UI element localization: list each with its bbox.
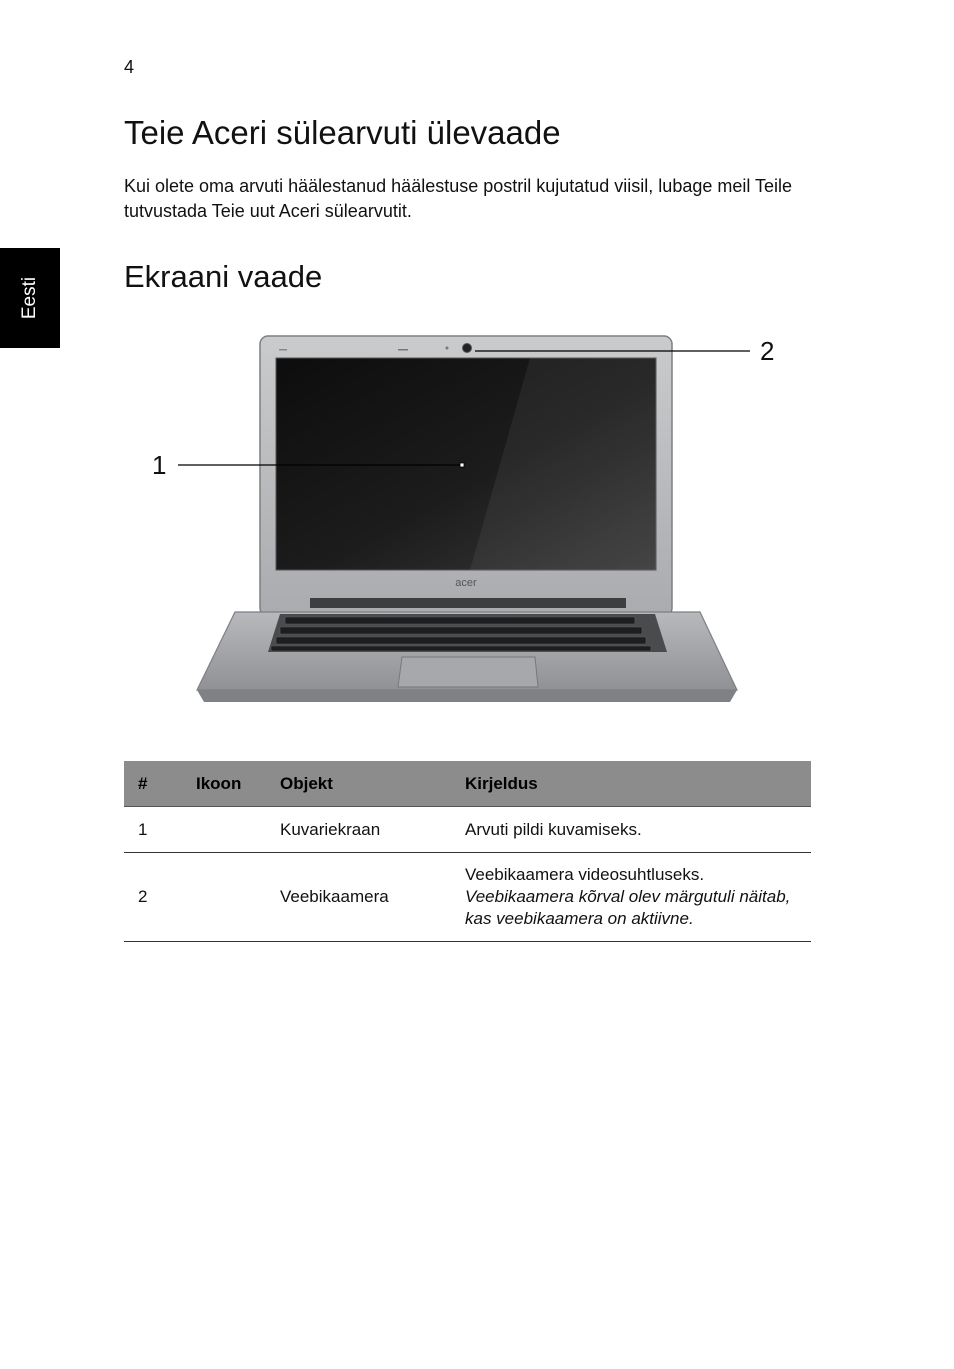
component-table bbox=[124, 761, 811, 942]
row-description: Veebikaamera videosuhtluseks. bbox=[465, 865, 705, 884]
callout-number-1: 1 bbox=[152, 450, 167, 480]
language-tab-label: Eesti bbox=[19, 276, 40, 320]
row-description-cell bbox=[451, 853, 811, 942]
section-title: Ekraani vaade bbox=[124, 259, 323, 294]
touchpad bbox=[398, 657, 538, 687]
page-title: Teie Aceri sülearvuti ülevaade bbox=[124, 114, 561, 151]
language-tab bbox=[0, 248, 60, 348]
table-row bbox=[124, 807, 811, 853]
callout-number-2: 2 bbox=[760, 336, 775, 366]
page-number: 4 bbox=[124, 57, 135, 77]
header-number: # bbox=[124, 761, 182, 807]
intro-paragraph: Kui olete oma arvuti häälestanud häälestuse postril kujutatud viisil, lubage meil Teile tutvustada Teie uut Aceri sülearvutit. bbox=[124, 176, 793, 221]
row-description: Arvuti pildi kuvamiseks. bbox=[451, 807, 811, 853]
row-object: Veebikaamera bbox=[266, 853, 451, 942]
row-note: Veebikaamera kõrval olev märgutuli näitab, kas veebikaamera on aktiivne. bbox=[465, 887, 791, 928]
row-object: Kuvariekraan bbox=[266, 807, 451, 853]
row-icon bbox=[182, 853, 266, 942]
row-number: 2 bbox=[124, 853, 182, 942]
header-icon: Ikoon bbox=[182, 761, 266, 807]
webcam-lens bbox=[463, 344, 472, 353]
keyboard-keys bbox=[271, 617, 651, 651]
acer-logo: acer bbox=[455, 577, 477, 589]
header-object: Objekt bbox=[266, 761, 451, 807]
table-row bbox=[124, 853, 811, 942]
row-icon bbox=[182, 807, 266, 853]
header-description: Kirjeldus bbox=[451, 761, 811, 807]
hinge bbox=[310, 598, 626, 608]
row-number: 1 bbox=[124, 807, 182, 853]
table-header-row bbox=[124, 761, 811, 807]
laptop-front-view bbox=[140, 330, 800, 740]
laptop-illustration bbox=[140, 330, 800, 740]
